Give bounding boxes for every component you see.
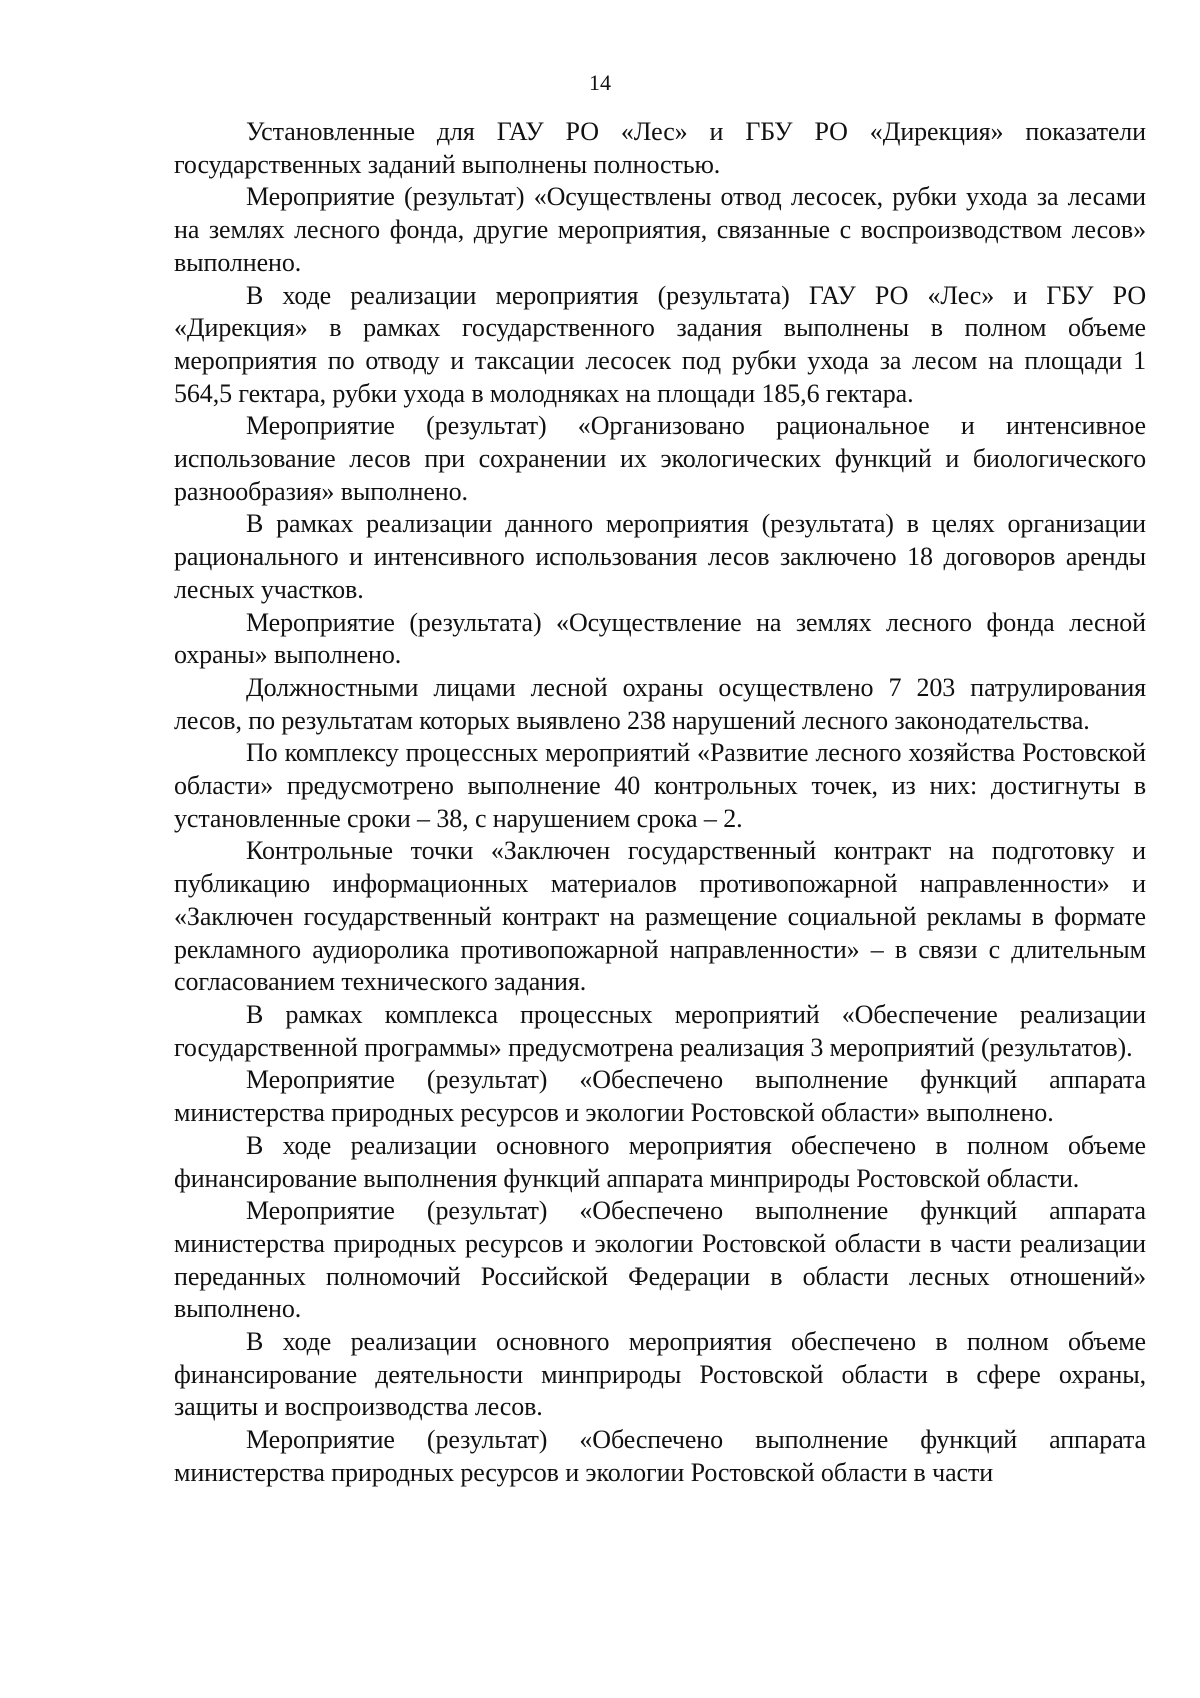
paragraph: Должностными лицами лесной охраны осуществлено 7 203 патрулирования лесов, по результатам которых выявлено 238 нарушений лесного законодательства.: [174, 672, 1146, 735]
paragraph: Мероприятие (результат) «Обеспечено выполнение функций аппарата министерства природных ресурсов и экологии Ростовской области в части: [174, 1425, 1146, 1487]
paragraph: Мероприятие (результат) «Обеспечено выполнение функций аппарата министерства природных ресурсов и экологии Ростовской области в части реализации переданных полномочий Российской Федерации в области лесных отношений» выполнено.: [174, 1196, 1146, 1324]
paragraph: В ходе реализации основного мероприятия обеспечено в полном объеме финансирование деятельности минприроды Ростовской области в сфере охраны, защиты и воспроизводства лесов.: [174, 1327, 1146, 1422]
paragraph: Мероприятие (результата) «Осуществление на землях лесного фонда лесной охраны» выполнено.: [174, 607, 1146, 670]
paragraph: Установленные для ГАУ РО «Лес» и ГБУ РО «Дирекция» показатели государственных заданий выполнены полностью.: [174, 117, 1146, 179]
page-number: 14: [589, 70, 611, 95]
paragraph: В рамках комплекса процессных мероприятий «Обеспечение реализации государственной программы» предусмотрена реализация 3 мероприятий (результатов).: [174, 999, 1146, 1062]
document-body: [174, 116, 1146, 1490]
paragraph: Мероприятие (результат) «Организовано рациональное и интенсивное использование лесов при сохранении их экологических функций и биологического разнообразия» выполнено.: [174, 411, 1146, 506]
paragraph: В ходе реализации основного мероприятия обеспечено в полном объеме финансирование выполнения функций аппарата минприроды Ростовской области.: [174, 1130, 1146, 1193]
paragraph: В ходе реализации мероприятия (результата) ГАУ РО «Лес» и ГБУ РО «Дирекция» в рамках государственного задания выполнены в полном объеме мероприятия по отводу и таксации лесосек под рубки ухода за лесом на площади 1 564,5 гектара, рубки ухода в молодняках на площади 185,6 гектара.: [174, 280, 1146, 408]
paragraph: В рамках реализации данного мероприятия (результата) в целях организации рационального и интенсивного использования лесов заключено 18 договоров аренды лесных участков.: [174, 509, 1146, 604]
paragraph: Контрольные точки «Заключен государственный контракт на подготовку и публикацию информационных материалов противопожарной направленности» и «Заключен государственный контракт на размещение социальной рекламы в формате рекламного аудиоролика противопожарной направленности» – в связи с длительным согласованием технического задания.: [174, 836, 1146, 997]
paragraph: По комплексу процессных мероприятий «Развитие лесного хозяйства Ростовской области» предусмотрено выполнение 40 контрольных точек, из них: достигнуты в установленные сроки – 38, с нарушением срока – 2.: [174, 738, 1146, 833]
paragraph: Мероприятие (результат) «Обеспечено выполнение функций аппарата министерства природных ресурсов и экологии Ростовской области» выполнено.: [174, 1065, 1146, 1128]
paragraph: Мероприятие (результат) «Осуществлены отвод лесосек, рубки ухода за лесами на землях лесного фонда, другие мероприятия, связанные с воспроизводством лесов» выполнено.: [174, 182, 1146, 277]
